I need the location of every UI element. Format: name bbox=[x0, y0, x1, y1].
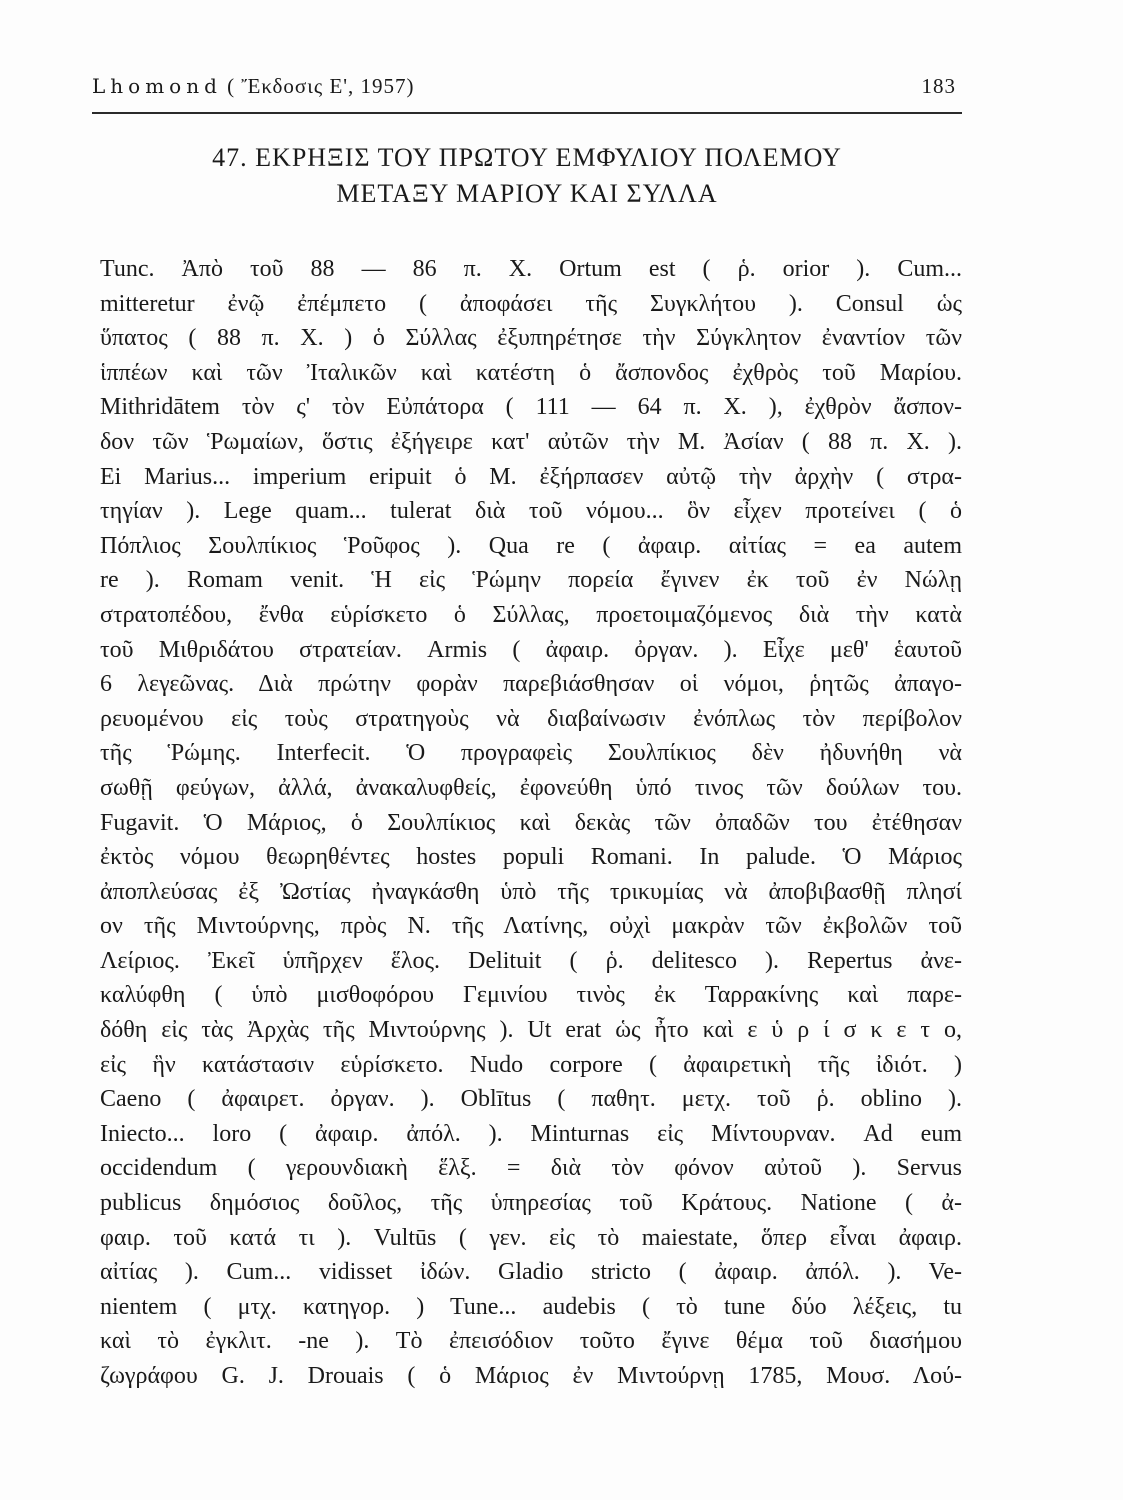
text-line: τῆς Ῥώμης. Interfecit. Ὁ προγραφεὶς Σουλπίκιος δὲν ἠδυνήθη νὰ bbox=[100, 740, 962, 767]
text-line: ὕπατος ( 88 π. Χ. ) ὁ Σύλλας ἐξυπηρέτησε τὴν Σύγκλητον ἐναντίον τῶν bbox=[100, 325, 962, 352]
text-line: δον τῶν Ῥωμαίων, ὅστις ἐξήγειρε κατ' αὐτῶν τὴν Μ. Ἀσίαν ( 88 π. Χ. ). bbox=[100, 428, 962, 455]
text-line: καὶ τὸ ἐγκλιτ. -ne ). Τὸ ἐπεισόδιον τοῦτο ἔγινε θέμα τοῦ διασήμου bbox=[100, 1328, 962, 1355]
header-rule bbox=[92, 112, 962, 114]
text-line: καλύφθη ( ὑπὸ μισθοφόρου Γεμινίου τινὸς ἐκ Ταρρακίνης καὶ παρε- bbox=[100, 982, 962, 1009]
page-number: 183 bbox=[921, 74, 956, 98]
header-author: Lhomond bbox=[92, 74, 222, 98]
text-line: Fugavit. Ὁ Μάριος, ὁ Σουλπίκιος καὶ δεκὰς τῶν ὀπαδῶν του ἐτέθησαν bbox=[100, 809, 962, 836]
text-line: Ei Marius... imperium eripuit ὁ Μ. ἐξήρπασεν αὐτῷ τὴν ἀρχὴν ( στρα- bbox=[100, 463, 962, 490]
text-line: Iniecto... loro ( ἀφαιρ. ἀπόλ. ). Minturnas εἰς Μίντουρναν. Ad eum bbox=[100, 1120, 962, 1147]
text-line: σωθῇ φεύγων, ἀλλά, ἀνακαλυφθείς, ἐφονεύθη ὑπό τινος τῶν δούλων του. bbox=[100, 774, 962, 801]
text-line: ἱππέων καὶ τῶν Ἰταλικῶν καὶ κατέστη ὁ ἄσπονδος ἐχθρὸς τοῦ Μαρίου. bbox=[100, 359, 962, 386]
body-text bbox=[100, 252, 962, 1394]
section-title bbox=[92, 140, 962, 212]
text-line: occidendum ( γερουνδιακὴ ἕλξ. = διὰ τὸν φόνον αὐτοῦ ). Servus bbox=[100, 1155, 962, 1182]
text-line: ον τῆς Μιντούρνης, πρὸς Ν. τῆς Λατίνης, οὐχὶ μακρὰν τῶν ἐκβολῶν τοῦ bbox=[100, 913, 962, 940]
text-line: φαιρ. τοῦ κατά τι ). Vultūs ( γεν. εἰς τὸ maiestate, ὅπερ εἶναι ἀφαιρ. bbox=[100, 1224, 962, 1251]
text-line: mitteretur ἐνῷ ἐπέμπετο ( ἀποφάσει τῆς Συγκλήτου ). Consul ὡς bbox=[100, 290, 962, 317]
text-line: ἐκτὸς νόμου θεωρηθέντες hostes populi Romani. In palude. Ὁ Μάριος bbox=[100, 844, 962, 871]
text-line: τοῦ Μιθριδάτου στρατείαν. Armis ( ἀφαιρ. ὀργαν. ). Εἶχε μεθ' ἑαυτοῦ bbox=[100, 636, 962, 663]
text-line: re ). Romam venit. Ἡ εἰς Ῥώμην πορεία ἔγινεν ἐκ τοῦ ἐν Νώλῃ bbox=[100, 567, 962, 594]
text-line: αἰτίας ). Cum... vidisset ἰδών. Gladio stricto ( ἀφαιρ. ἀπόλ. ). Ve- bbox=[100, 1259, 962, 1286]
text-line: ζωγράφου G. J. Drouais ( ὁ Μάριος ἐν Μιντούρνῃ 1785, Μουσ. Λού- bbox=[100, 1363, 962, 1389]
running-header bbox=[92, 74, 962, 106]
text-line: στρατοπέδου, ἔνθα εὑρίσκετο ὁ Σύλλας, προετοιμαζόμενος διὰ τὴν κατὰ bbox=[100, 601, 962, 628]
title-line-1: 47. ΕΚΡΗΞΙΣ ΤΟΥ ΠΡΩΤΟΥ ΕΜΦΥΛΙΟΥ ΠΟΛΕΜΟΥ bbox=[212, 143, 842, 172]
text-line: 6 λεγεῶνας. Διὰ πρώτην φορὰν παρεβιάσθησαν οἱ νόμοι, ῥητῶς ἀπαγο- bbox=[100, 671, 962, 698]
text-line: δόθη εἰς τὰς Ἀρχὰς τῆς Μιντούρνης ). Ut erat ὡς ἦτο καὶ ε ὑ ρ ί σ κ ε τ ο, bbox=[100, 1017, 962, 1044]
text-line: Πόπλιος Σουλπίκιος Ῥοῦφος ). Qua re ( ἀφαιρ. αἰτίας = ea autem bbox=[100, 532, 962, 559]
text-line: Λείριος. Ἐκεῖ ὑπῆρχεν ἕλος. Delituit ( ῥ. delitesco ). Repertus ἀνε- bbox=[100, 947, 962, 974]
text-line: ρευομένου εἰς τοὺς στρατηγοὺς νὰ διαβαίνωσιν ἐνόπλως τὸν περίβολον bbox=[100, 705, 962, 732]
text-line: Mithridātem τὸν ς' τὸν Εὐπάτορα ( 111 — 64 π. Χ. ), ἐχθρὸν ἄσπον- bbox=[100, 394, 962, 421]
text-line: ἀποπλεύσας ἐξ Ὠστίας ἠναγκάσθη ὑπὸ τῆς τρικυμίας νὰ ἀποβιβασθῇ πλησί bbox=[100, 878, 962, 905]
text-line: Caeno ( ἀφαιρετ. ὀργαν. ). Oblītus ( παθητ. μετχ. τοῦ ῥ. oblino ). bbox=[100, 1086, 962, 1113]
text-line: εἰς ἣν κατάστασιν εὑρίσκετο. Nudo corpore ( ἀφαιρετικὴ τῆς ἰδιότ. ) bbox=[100, 1051, 962, 1078]
running-head bbox=[92, 74, 415, 99]
header-edition: ( Ἔκδοσις Ε', 1957) bbox=[227, 74, 415, 98]
text-line: Tunc. Ἀπὸ τοῦ 88 — 86 π. Χ. Ortum est ( ῥ. orior ). Cum... bbox=[100, 256, 962, 282]
text-line: nientem ( μτχ. κατηγορ. ) Tune... audebis ( τὸ tune δύο λέξεις, tu bbox=[100, 1293, 962, 1320]
text-line: publicus δημόσιος δοῦλος, τῆς ὑπηρεσίας τοῦ Κράτους. Natione ( ἀ- bbox=[100, 1190, 962, 1217]
text-line: τηγίαν ). Lege quam... tulerat διὰ τοῦ νόμου... ὃν εἶχεν προτείνει ( ὁ bbox=[100, 498, 962, 525]
title-line-2: ΜΕΤΑΞΥ ΜΑΡΙΟΥ ΚΑΙ ΣΥΛΛΑ bbox=[336, 179, 718, 208]
